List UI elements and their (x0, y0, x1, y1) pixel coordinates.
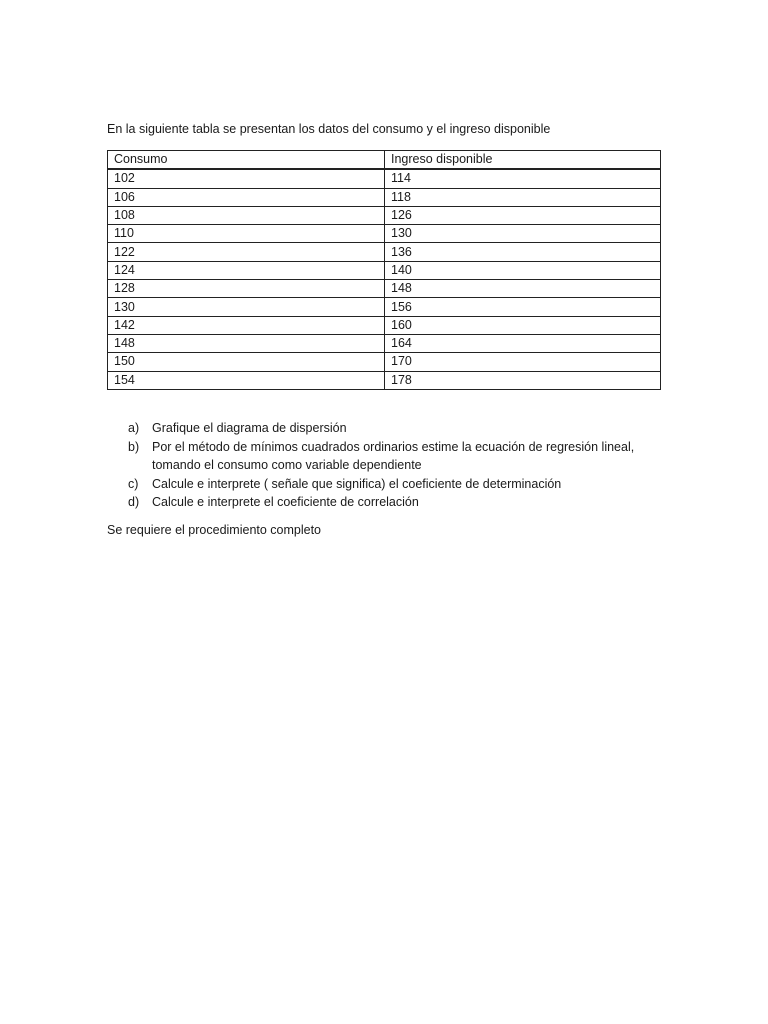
cell-ingreso: 118 (385, 188, 661, 206)
table-row (108, 261, 661, 279)
table-row (108, 316, 661, 334)
table-row (108, 334, 661, 352)
cell-consumo: 128 (108, 280, 385, 298)
cell-consumo: 102 (108, 169, 385, 188)
question-item (128, 419, 668, 438)
cell-ingreso: 136 (385, 243, 661, 261)
question-text: Grafique el diagrama de dispersión (152, 421, 347, 435)
table-row (108, 225, 661, 243)
intro-text: En la siguiente tabla se presentan los datos del consumo y el ingreso disponible (107, 122, 551, 136)
cell-ingreso: 126 (385, 206, 661, 224)
question-item (128, 475, 668, 494)
column-header-consumo: Consumo (108, 151, 385, 170)
question-marker: b) (128, 439, 140, 454)
cell-ingreso: 140 (385, 261, 661, 279)
cell-ingreso: 178 (385, 371, 661, 389)
table-row (108, 188, 661, 206)
cell-consumo: 130 (108, 298, 385, 316)
column-header-ingreso: Ingreso disponible (385, 151, 661, 170)
cell-consumo: 150 (108, 353, 385, 371)
cell-ingreso: 148 (385, 280, 661, 298)
table-row (108, 206, 661, 224)
cell-ingreso: 156 (385, 298, 661, 316)
cell-ingreso: 164 (385, 334, 661, 352)
cell-consumo: 142 (108, 316, 385, 334)
question-list (128, 419, 668, 512)
data-table (107, 150, 661, 390)
table-row (108, 280, 661, 298)
question-text: Por el método de mínimos cuadrados ordinarios estime la ecuación de regresión lineal, tomando el consumo como variable dependiente (152, 439, 635, 472)
cell-consumo: 122 (108, 243, 385, 261)
table-row (108, 371, 661, 389)
table-row (108, 169, 661, 188)
question-marker: a) (128, 421, 140, 435)
table-row (108, 298, 661, 316)
cell-ingreso: 160 (385, 316, 661, 334)
table-row (108, 243, 661, 261)
cell-consumo: 110 (108, 225, 385, 243)
cell-ingreso: 170 (385, 353, 661, 371)
question-text: Calcule e interprete ( señale que significa) el coeficiente de determinación (152, 476, 562, 491)
question-item (128, 493, 668, 512)
cell-ingreso: 114 (385, 169, 661, 188)
question-text: Calcule e interprete el coeficiente de correlación (152, 495, 419, 509)
cell-consumo: 154 (108, 371, 385, 389)
question-item (128, 438, 668, 475)
footer-note: Se requiere el procedimiento completo (107, 523, 322, 537)
cell-consumo: 108 (108, 206, 385, 224)
cell-ingreso: 130 (385, 225, 661, 243)
question-marker: c) (128, 476, 139, 491)
cell-consumo: 106 (108, 188, 385, 206)
cell-consumo: 148 (108, 334, 385, 352)
table-header-row (108, 151, 661, 170)
table-row (108, 353, 661, 371)
cell-consumo: 124 (108, 261, 385, 279)
question-marker: d) (128, 495, 140, 509)
